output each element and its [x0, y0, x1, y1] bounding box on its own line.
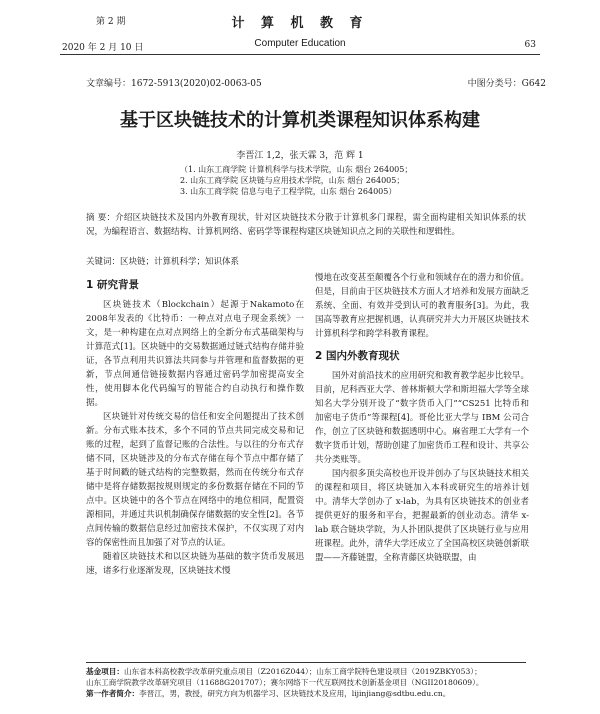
issue-number: 第 2 期: [96, 17, 126, 27]
journal-title: 计 算 机 教 育: [231, 16, 369, 31]
body-paragraph: 慢地在改变甚至颠覆各个行业和领域存在的潜力和价值。但是，目前由于区块链技术方面人才培养和发展方面缺乏系统、全面、有效并受到认可的教育服务[3]。为此，我国高等教育应把握机遇，认真研究并大力开展区块链技术计算机科学和跨学科教育课程。: [315, 273, 529, 339]
footnote-text: 李晋江，男，教授，研究方向为机器学习、区块链技术及应用，lijinjiang@sdtbu.edu.cn。: [139, 689, 451, 698]
left-column: [86, 278, 304, 578]
section-heading: 2 国内外教育现状: [315, 350, 400, 362]
abstract: 摘 要：介绍区块链技术及国内外教育现状，针对区块链技术分散于计算机多门课程，需全面构建相关知识体系的状况，为编程语言、数据结构、计算机网络、密码学等课程构建区块链知识点之间的关联性和逻辑性。: [86, 213, 526, 237]
affiliations: [180, 164, 412, 197]
issue-date: 2020 年 2 月 10 日: [62, 43, 144, 53]
footnote-label: 基金项目：: [86, 667, 124, 676]
article-number: 文章编号：1672-5913(2020)02-0063-05: [86, 79, 262, 89]
affiliation-line: （1. 山东工商学院 计算机科学与技术学院，山东 烟台 264005；: [180, 165, 413, 174]
body-paragraph: 随着区块链技术和以区块链为基础的数字货币发展迅速，诸多行业逐渐发现，区块链技术慢: [86, 552, 304, 576]
classification-number: 中图分类号：G642: [467, 79, 546, 89]
body-paragraph: 区块链针对传统交易的信任和安全问题提出了技术创新。分布式账本技术，多个不同的节点共同完成交易和记账的过程，起到了监督记账的合法性。与以往的分布式存储不同，区块链涉及的分布式存储在每个节点中都存储了基于时间戳的链式结构的完整数据，然而在传统分布式存储中是将存储数据按规则规定的多份数据存储在不同的节点中。区块链中的各个节点在网络中的地位相同，配置资源相同，并通过共识机制确保存储数据的安全性[2]。各节点间传输的数据信息经过加密技术保护，不仅实现了对内容的保密性而且加强了对节点的认证。: [86, 412, 304, 548]
footnote-divider: [86, 662, 526, 663]
footnote-line: [86, 666, 528, 677]
footnote-line: [86, 688, 528, 699]
affiliation-line: 2. 山东工商学院 区块链与应用技术学院，山东 烟台 264005；: [180, 176, 405, 185]
footnote-text: 山东省本科高校教学改革研究重点项目（Z2016Z044）；山东工商学院特色建设项目（2019ZBKY053）；: [123, 667, 482, 676]
footnote-line: [86, 677, 528, 688]
journal-english-title: Computer Education: [254, 38, 346, 49]
body-paragraph: 国外对前沿技术的应用研究和教育教学起步比较早。目前，尼科西亚大学、普林斯顿大学和斯坦福大学等全球知名大学分别开设了“数字货币入门”“CS251 比特币和加密电子货币”等课程[4]。哥伦比亚大学与 IBM 公司合作，创立了区块链和数据透明中心。麻省理工大学有一个数字货币计划，帮助创建了加密货币工程和设计、共享公共分类账等。: [315, 371, 529, 465]
header-divider: [60, 54, 540, 55]
keywords: 关键词：区块链；计算机科学；知识体系: [86, 257, 240, 267]
right-column: [315, 271, 529, 565]
paper-title: 基于区块链技术的计算机类课程知识体系构建: [120, 110, 480, 131]
footnote-label: 第一作者简介：: [86, 689, 140, 698]
body-paragraph: 国内很多顶尖高校也开设并创办了与区块链技术相关的课程和项目，将区块链加入本科或研究生的培养计划中。清华大学创办了 x-lab，为具有区块链技术的创业者提供更好的服务和平台，把握最新的创业动态。清华 x-lab 联合链块学院，为人扑团队提供了区块链行业与应用班课程。此外，清华大学还成立了全国高校区块链创新联盟——齐藤链盟，全称青藤区块链联盟，由: [315, 469, 529, 563]
funding-footnote: [86, 666, 528, 699]
affiliation-line: 3. 山东工商学院 信息与电子工程学院，山东 烟台 264005）: [180, 187, 397, 196]
footnote-text: 山东工商学院教学改革研究项目（11688G201707）；赛尔网络下一代互联网技术创新基金项目（NGII20180609）。: [86, 678, 484, 687]
section-heading: 1 研究背景: [86, 279, 139, 291]
author-list: 李晋江 1,2，张天霖 3，范 辉 1: [236, 151, 364, 161]
page-number: 63: [524, 40, 536, 50]
body-paragraph: 区块链技术（Blockchain）起源于Nakamoto在2008年发表的《比特币：一种点对点电子现金系统》一文，是一种构建在点对点网络上的全新分布式基础架构与计算范式[1]。区块链中的交易数据通过链式结构存储并验证，各节点利用共识算法共同参与并管理和监督数据的更新，节点间通信链接数据内容通过密码学加密提高安全性，使用脚本化代码编写的智能合约自动执行和操作数据。: [86, 300, 304, 408]
